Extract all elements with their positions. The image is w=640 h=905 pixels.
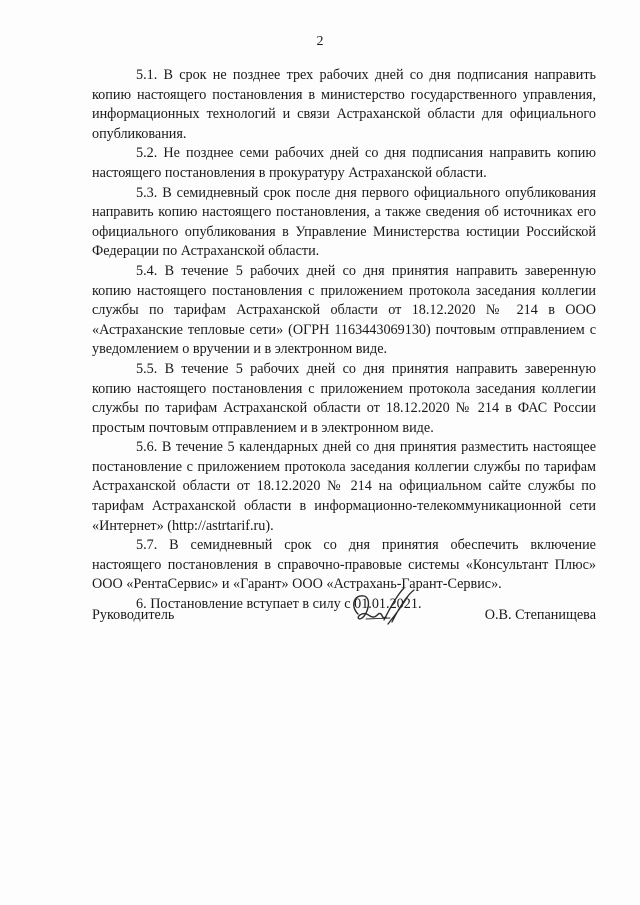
signature-block [92,594,596,644]
page-number: 2 [316,34,324,49]
paragraph-6: 6. Постановление вступает в силу с 01.01.2021. [136,596,422,613]
paragraph-5-7: 5.7. В семидневный срок со дня принятия обеспечить включение настоящего постановления в справочно-правовые системы «Консультант Плюс» ООО «РентаСервис» и «Гарант» ООО «Астрахань-Гарант-Сервис». [92,537,596,593]
paragraph-5-1: 5.1. В срок не позднее трех рабочих дней со дня подписания направить копию настоящего постановления в министерство государственного управления, информационных технологий и связи Астраханской области для официального опубликования. [92,67,596,142]
paragraph-5-6: 5.6. В течение 5 календарных дней со дня принятия разместить настоящее постановление с приложением протокола заседания коллегии службы по тарифам Астраханской области от 18.12.2020 № 214 на официальном сайте службы по тарифам Астраханской области в информационно-телекоммуникационной сети «Интернет» (http://astrtarif.ru). [92,439,596,534]
handwritten-signature-icon [344,584,424,634]
paragraph-5-5: 5.5. В течение 5 рабочих дней со дня принятия направить заверенную копию настоящего постановления с приложением протокола заседания коллегии службы по тарифам Астраханской области от 18.12.2020 № 214 в ФАС России простым почтовым отправлением и в электронном виде. [92,360,596,436]
paragraph-5-4: 5.4. В течение 5 рабочих дней со дня принятия направить заверенную копию настоящего постановления с приложением протокола заседания коллегии службы по тарифам Астраханской области от 18.12.2020 № 214 в ООО «Астраханские тепловые сети» (ОГРН 1163443069130) почтовым отправлением с уведомлением о вручении и в электронном виде. [92,262,596,358]
document-body [92,66,596,615]
paragraph-5-3: 5.3. В семидневный срок после дня первого официального опубликования направить копию настоящего постановления, а также сведения об источниках его официального опубликования в Управление Министерства юстиции Российской Федерации по Астраханской области. [92,184,596,260]
paragraph-5-2: 5.2. Не позднее семи рабочих дней со дня подписания направить копию настоящего постановления в прокуратуру Астраханской области. [92,145,596,181]
signatory-name: О.В. Степанищева [484,607,596,623]
signatory-title: Руководитель [92,607,175,623]
